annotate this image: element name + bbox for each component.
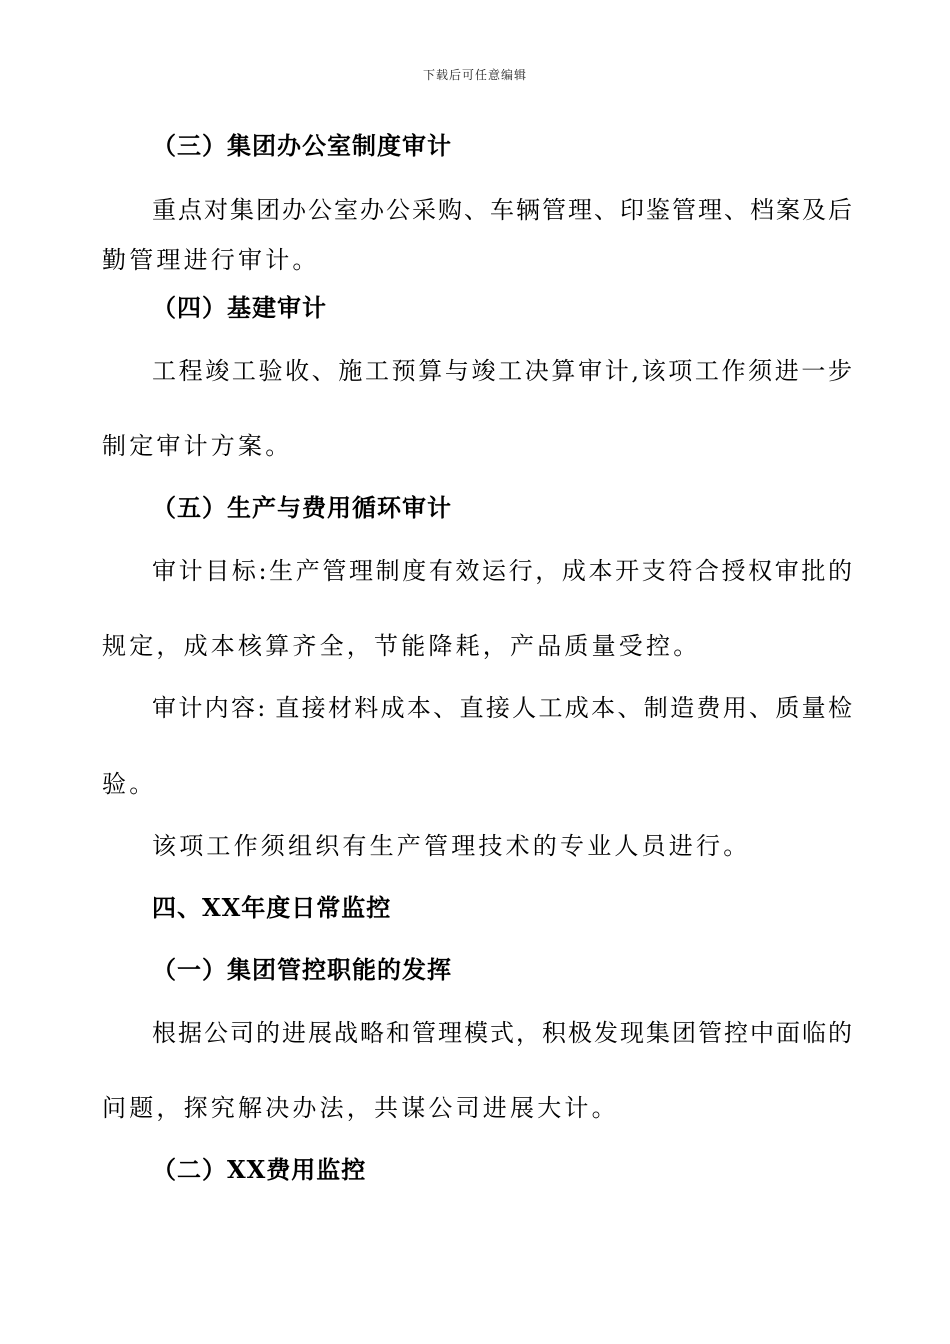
paragraph-content-line1: 审计内容: 直接材料成本、直接人工成本、制造费用、质量检: [152, 694, 852, 722]
header-note: 下载后可任意编辑: [422, 68, 527, 82]
paragraph-control-line1: 根据公司的进展战略和管理模式，积极发现集团管控中面临的: [152, 1019, 852, 1047]
paragraph-construction-line2: 制定审计方案。: [102, 432, 293, 460]
paragraph-office-line1: 重点对集团办公室办公采购、车辆管理、印鉴管理、档案及后: [152, 196, 852, 224]
section-heading-expense-monitoring: （二）XX费用监控: [152, 1155, 367, 1184]
paragraph-content-line2: 验。: [102, 770, 157, 798]
section-heading-daily-monitoring: 四、XX年度日常监控: [152, 893, 392, 922]
section-heading-production-audit: （五）生产与费用循环审计: [152, 493, 452, 522]
paragraph-goal-line2: 规定，成本核算齐全，节能降耗，产品质量受控。: [102, 632, 701, 660]
section-heading-construction-audit: （四）基建审计: [152, 293, 327, 322]
paragraph-control-line2: 问题，探究解决办法，共谋公司进展大计。: [102, 1094, 619, 1122]
paragraph-construction-line1: 工程竣工验收、施工预算与竣工决算审计,该项工作须进一步: [152, 357, 852, 385]
paragraph-goal-line1: 审计目标:生产管理制度有效运行，成本开支符合授权审批的: [152, 557, 852, 585]
section-heading-office-audit: （三）集团办公室制度审计: [152, 131, 452, 160]
paragraph-office-line2: 勤管理进行审计。: [102, 246, 320, 274]
section-heading-group-control: （一）集团管控职能的发挥: [152, 955, 452, 984]
paragraph-staff: 该项工作须组织有生产管理技术的专业人员进行。: [152, 832, 751, 860]
